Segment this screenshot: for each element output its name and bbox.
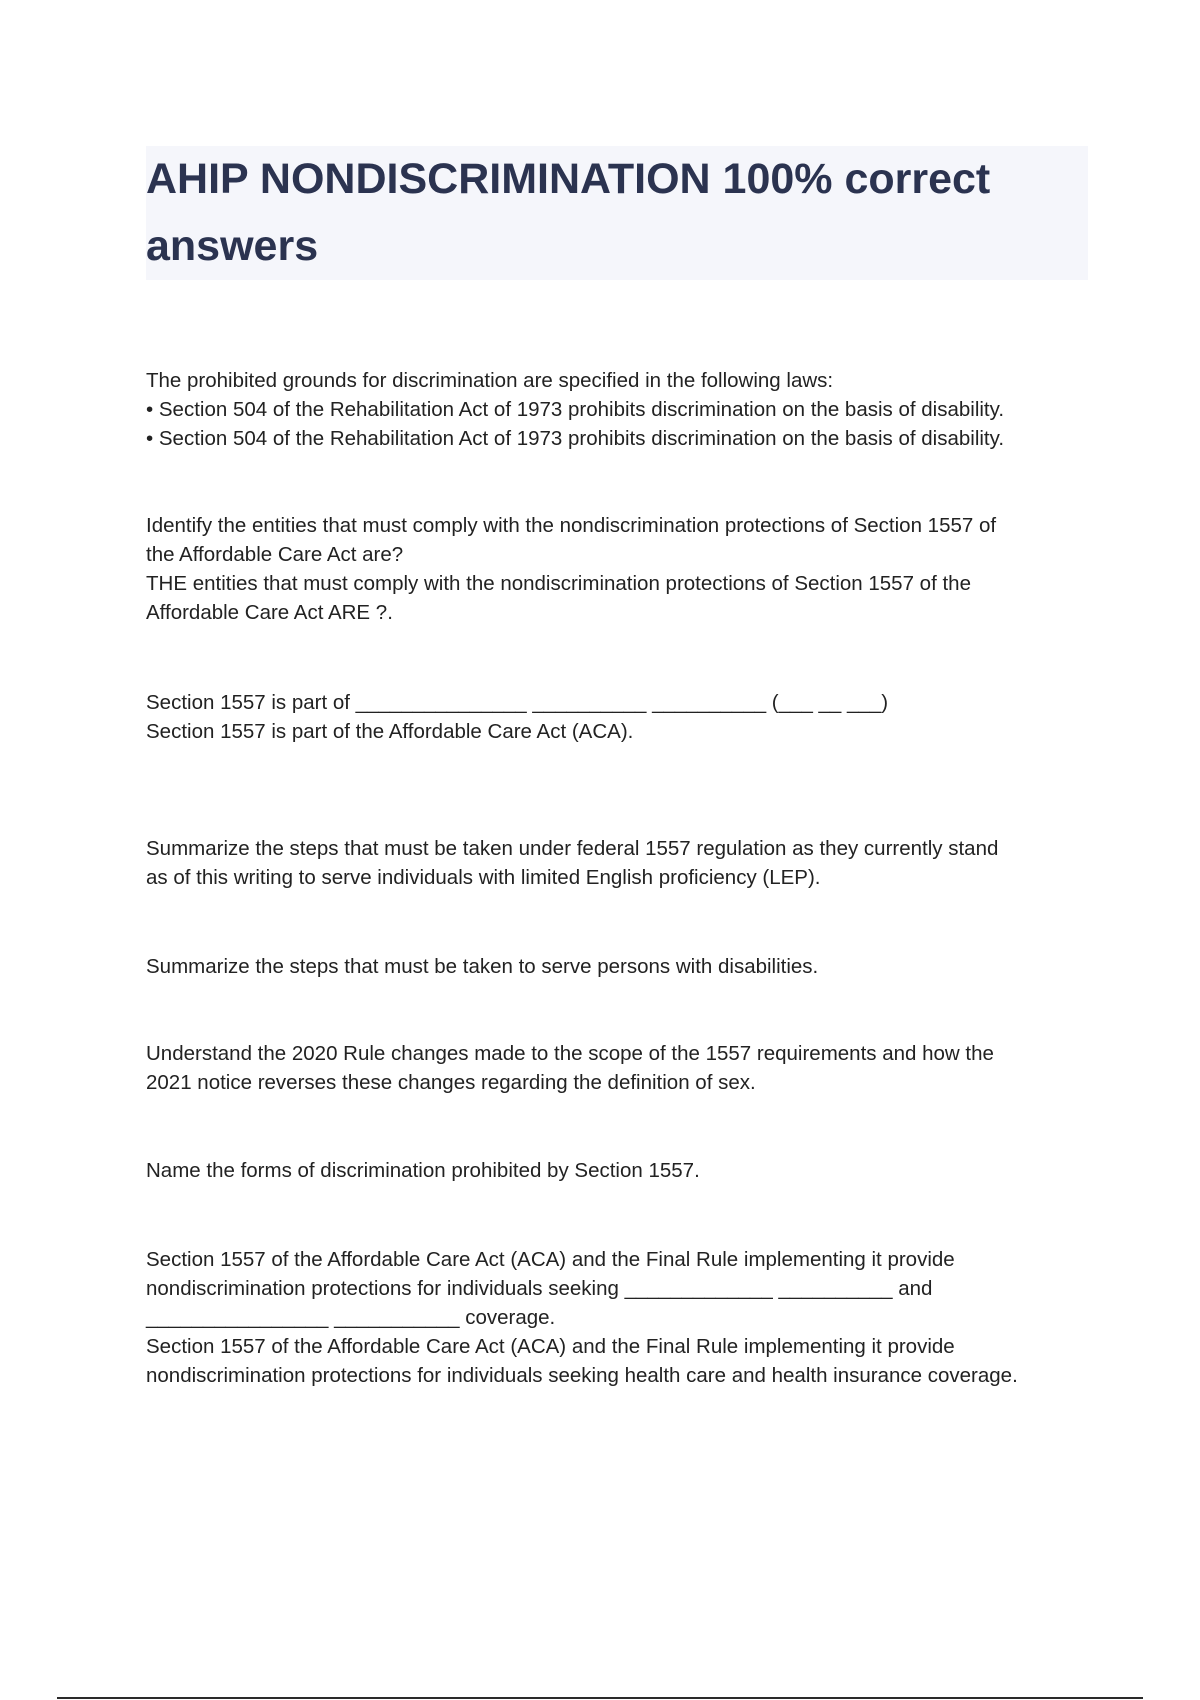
bullet-item: • Section 504 of the Rehabilitation Act of 1973 prohibits discrimination on the basis of disability. (146, 398, 1005, 421)
qa-block-prohibited-grounds (146, 366, 1096, 453)
qa-block-2020-rule-changes (146, 1039, 1096, 1097)
answer-text: Affordable Care Act ARE ?. (146, 601, 393, 624)
qa-block-forms-of-discrimination (146, 1156, 1096, 1185)
qa-block-disabilities-steps (146, 952, 1096, 981)
question-text: Section 1557 is part of _______________ __________ __________ (___ __ ___) (146, 691, 889, 714)
document-title (146, 146, 990, 280)
answer-text: Section 1557 is part of the Affordable Care Act (ACA). (146, 720, 634, 743)
qa-block-protections-coverage (146, 1245, 1096, 1390)
answer-text: nondiscrimination protections for individuals seeking health care and health insurance coverage. (146, 1364, 1018, 1387)
question-text: Section 1557 of the Affordable Care Act (ACA) and the Final Rule implementing it provide (146, 1248, 955, 1271)
question-text: Understand the 2020 Rule changes made to the scope of the 1557 requirements and how the (146, 1042, 994, 1065)
qa-block-entities (146, 511, 1096, 627)
qa-block-lep-steps (146, 834, 1096, 892)
question-text: as of this writing to serve individuals with limited English proficiency (LEP). (146, 866, 821, 889)
question-text: The prohibited grounds for discrimination are specified in the following laws: (146, 369, 834, 392)
title-banner (146, 146, 1088, 280)
bullet-item: • Section 504 of the Rehabilitation Act of 1973 prohibits discrimination on the basis of disability. (146, 427, 1005, 450)
question-text: Identify the entities that must comply with the nondiscrimination protections of Section 1557 of (146, 514, 997, 537)
question-text: ________________ ___________ coverage. (146, 1306, 556, 1329)
question-text: 2021 notice reverses these changes regarding the definition of sex. (146, 1071, 756, 1094)
question-text: nondiscrimination protections for individuals seeking _____________ __________ and (146, 1277, 933, 1300)
qa-block-section-1557-part-of (146, 688, 1096, 746)
answer-text: Section 1557 of the Affordable Care Act (ACA) and the Final Rule implementing it provide (146, 1335, 955, 1358)
question-text: the Affordable Care Act are? (146, 543, 404, 566)
footer-divider (57, 1697, 1143, 1699)
question-text: Name the forms of discrimination prohibited by Section 1557. (146, 1159, 700, 1182)
question-text: Summarize the steps that must be taken under federal 1557 regulation as they currently stand (146, 837, 999, 860)
question-text: Summarize the steps that must be taken to serve persons with disabilities. (146, 955, 819, 978)
title-line-1: AHIP NONDISCRIMINATION 100% correct (146, 155, 991, 203)
title-line-2: answers (146, 222, 319, 270)
answer-text: THE entities that must comply with the nondiscrimination protections of Section 1557 of the (146, 572, 971, 595)
